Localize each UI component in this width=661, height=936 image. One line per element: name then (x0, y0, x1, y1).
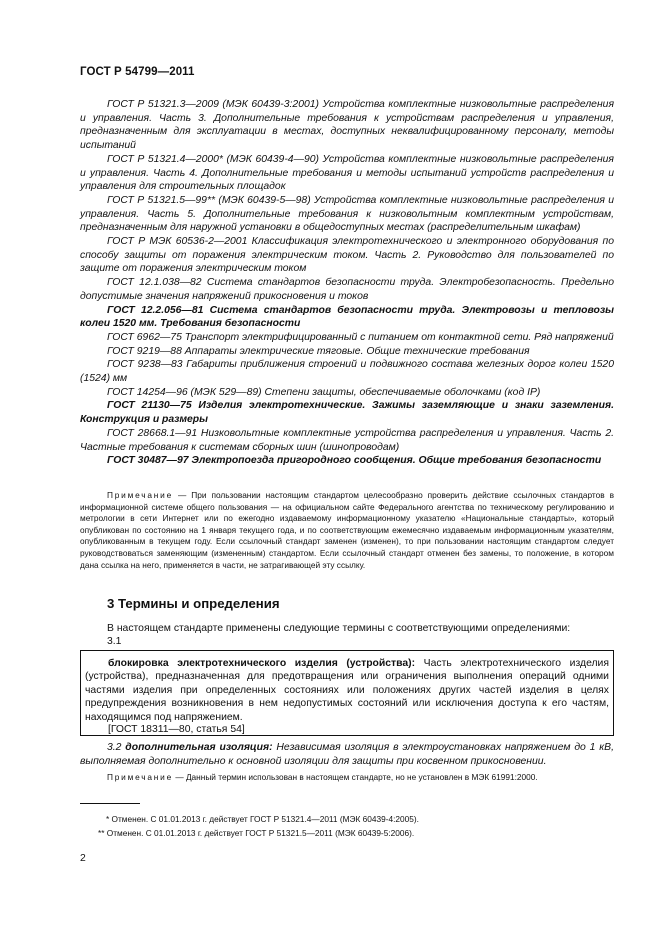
normative-references (80, 98, 614, 468)
reference-item: ГОСТ 9238—83 Габариты приближения строений и подвижного состава железных дорог колеи 1520 (1524) мм (80, 359, 614, 385)
references-note: Примечание — При пользовании настоящим стандартом целесообразно проверить действие ссылочных стандартов в информационной системе общего пользования — на официальном сайте Федерального агентства по техническому регулированию и метрологии в сети Интернет или по ежегодно издаваемому информационному указателю «Национальные стандарты», который опубликован по состоянию на 1 января текущего года, и по соответствующим ежемесячно издаваемым информационным указателям, опубликованным в текущем году. Если ссылочный стандарт заменен (изменен), то при пользовании настоящим стандартом следует руководствоваться заменяющим (измененным) стандартом. Если ссылочный стандарт отменен без замены, то положение, в котором дана ссылка на него, применяется в части, не затрагивающей эту ссылку. (80, 490, 614, 570)
reference-item: ГОСТ 6962—75 Транспорт электрифицированный с питанием от контактной сети. Ряд напряжений (107, 331, 614, 343)
footnote-divider (80, 803, 140, 804)
definition-term: дополнительная изоляция: (125, 742, 273, 753)
reference-item: ГОСТ Р 51321.5—99** (МЭК 60439-5—98) Устройства комплектные низковольтные распределения и управления. Часть 5. Дополнительные требования к низковольтным комплектным устройствам, предназначенным для наружной установки в общедоступных местах (распределительным шкафам) (80, 194, 614, 234)
reference-item: ГОСТ 9219—88 Аппараты электрические тяговые. Общие технические требования (107, 345, 530, 357)
reference-item: ГОСТ 21130—75 Изделия электротехнические. Зажимы заземляющие и знаки заземления. Конструкция и размеры (80, 400, 614, 426)
definition-source: [ГОСТ 18311—80, статья 54] (108, 724, 245, 735)
footnote: ** Отменен. С 01.01.2013 г. действует ГОСТ Р 51321.5—2011 (МЭК 60439-5:2006). (98, 828, 415, 838)
section-title: 3 Термины и определения (107, 596, 280, 611)
reference-item: ГОСТ Р 51321.3—2009 (МЭК 60439-3:2001) Устройства комплектные низковольтные распределения и управления. Часть 3. Дополнительные требования к устройствам распределения и управления, предназначенным для эксплуатации в местах, доступных неквалифицированному персоналу, методы испытаний (80, 99, 615, 152)
definition-number: 3.1 (107, 636, 122, 647)
page-number: 2 (80, 853, 86, 864)
reference-item: ГОСТ 14254—96 (МЭК 529—89) Степени защиты, обеспечиваемые оболочками (код IP) (107, 386, 541, 398)
definition-term: блокировка электротехнического изделия (устройства): (108, 658, 416, 669)
reference-item: ГОСТ 12.1.038—82 Система стандартов безопасности труда. Электробезопасность. Предельно допустимые значения напряжений прикосновения и токов (80, 277, 614, 302)
reference-item: ГОСТ Р МЭК 60536-2—2001 Классификация электротехнического и электронного оборудования по способу защиты от поражения электрическим током. Часть 2. Руководство для пользователей по защите от поражения электрическим током (80, 236, 614, 275)
page-header: ГОСТ Р 54799—2011 (80, 66, 195, 78)
reference-item: ГОСТ Р 51321.4—2000* (МЭК 60439-4—90) Устройства комплектные низковольтные распределения и управления. Часть 4. Дополнительные требования и методы испытаний устройств распределения и управления для строительных площадок (80, 153, 614, 193)
reference-item: ГОСТ 30487—97 Электропоезда пригородного сообщения. Общие требования безопасности (107, 455, 602, 467)
definition-text: блокировка электротехнического изделия (устройства): Часть электротехнического изделия (устройства), предназначенная для предотвращения или ограничения выполнения операций одними частями изделия при определенных состояниях или положениях других частей изделия в целях предупреждения возникновения в нем недопустимых состояний или исключения доступа к его частям, находящимся под напряжением. (85, 658, 609, 723)
reference-item: ГОСТ 12.2.056—81 Система стандартов безопасности труда. Электровозы и тепловозы колеи 1520 мм. Требования безопасности (80, 304, 614, 330)
reference-item: ГОСТ 28668.1—91 Низковольтные комплектные устройства распределения и управления. Часть 2. Частные требования к системам сборных шин (шинопроводам) (80, 427, 614, 453)
footnote: * Отменен. С 01.01.2013 г. действует ГОСТ Р 51321.4—2011 (МЭК 60439-4:2005). (106, 814, 419, 824)
definition-box (80, 650, 614, 736)
definition-3-2: 3.2 дополнительная изоляция: Независимая изоляция в электроустановках напряжением до 1 кВ, выполняемая дополнительно к основной изоляции для защиты при косвенном прикосновении. (80, 742, 615, 767)
section-intro: В настоящем стандарте применены следующие термины с соответствующими определениями: (107, 623, 571, 634)
term-note: Примечание — Данный термин использован в настоящем стандарте, но не установлен в МЭК 61991:2000. (107, 772, 538, 782)
